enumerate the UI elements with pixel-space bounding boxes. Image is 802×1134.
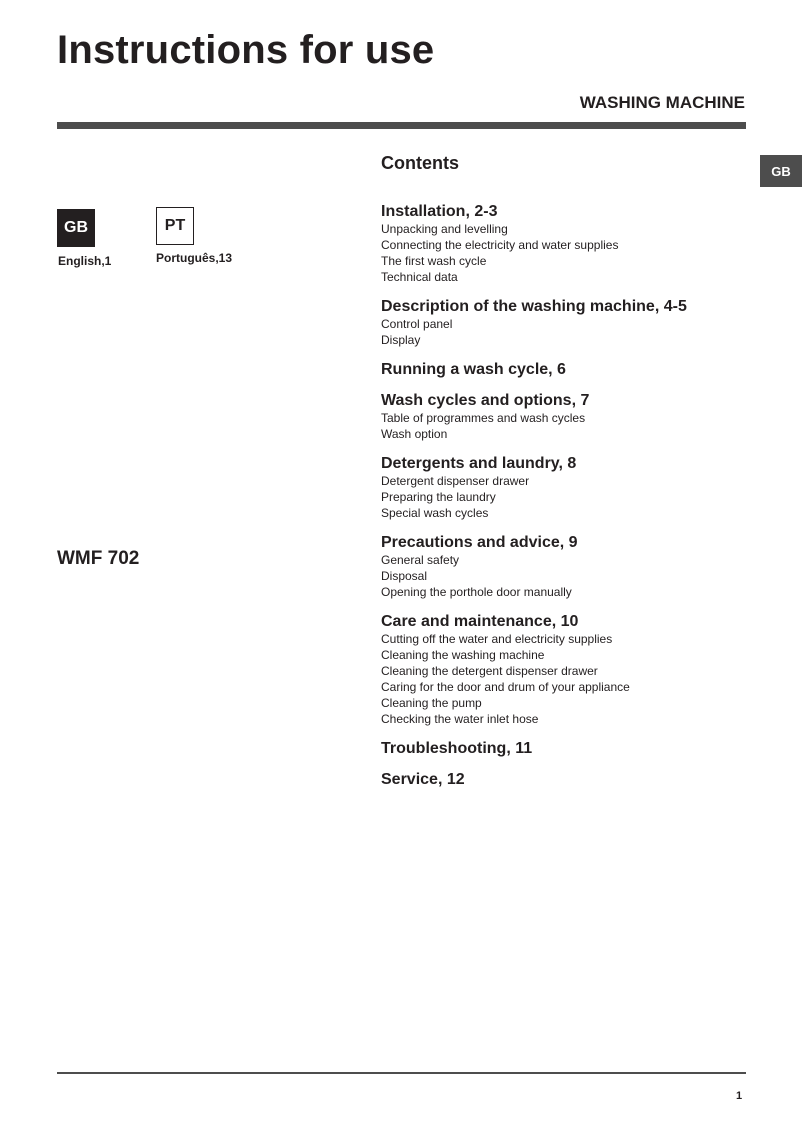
toc-item[interactable]: Technical data	[381, 270, 458, 284]
toc-item[interactable]: Detergent dispenser drawer	[381, 474, 530, 488]
toc-item[interactable]: Connecting the electricity and water supplies	[381, 238, 619, 252]
toc-item[interactable]: Control panel	[381, 317, 453, 331]
toc-heading[interactable]: Care and maintenance, 10	[381, 613, 579, 630]
language-side-tab: GB	[760, 155, 802, 187]
toc-item[interactable]: The first wash cycle	[381, 254, 487, 268]
toc-item[interactable]: Caring for the door and drum of your appliance	[381, 680, 630, 694]
toc-item[interactable]: Cleaning the washing machine	[381, 648, 545, 662]
language-label: Português,13	[156, 251, 233, 265]
page-number: 1	[736, 1090, 743, 1102]
toc-item[interactable]: Preparing the laundry	[381, 490, 496, 504]
language-option-pt[interactable]	[156, 207, 232, 265]
toc-item[interactable]: Cutting off the water and electricity supplies	[381, 632, 613, 646]
toc-item[interactable]: Checking the water inlet hose	[381, 712, 539, 726]
language-option-gb[interactable]	[57, 209, 111, 268]
gb-flag-badge: GB	[57, 209, 95, 247]
toc-section-wash-cycles	[381, 392, 751, 442]
toc-heading[interactable]: Wash cycles and options, 7	[381, 392, 590, 409]
language-label: English,1	[58, 254, 112, 268]
document-subtitle: WASHING MACHINE	[579, 93, 745, 112]
toc-item[interactable]: General safety	[381, 553, 460, 567]
header-divider	[57, 122, 746, 129]
toc-item[interactable]: Unpacking and levelling	[381, 222, 508, 236]
toc-section-service	[381, 771, 751, 789]
toc-item[interactable]: Opening the porthole door manually	[381, 585, 572, 599]
toc-heading[interactable]: Installation, 2-3	[381, 203, 498, 220]
toc-heading[interactable]: Running a wash cycle, 6	[381, 361, 566, 378]
toc-item[interactable]: Cleaning the pump	[381, 696, 482, 710]
toc-section-running	[381, 361, 751, 379]
toc-heading[interactable]: Troubleshooting, 11	[381, 740, 533, 757]
toc-section-precautions	[381, 534, 751, 600]
toc-heading[interactable]: Description of the washing machine, 4-5	[381, 298, 687, 315]
toc-heading[interactable]: Precautions and advice, 9	[381, 534, 578, 551]
toc-heading[interactable]: Service, 12	[381, 771, 465, 788]
toc-section-description	[381, 298, 751, 348]
document-title: Instructions for use	[57, 28, 435, 72]
toc-item[interactable]: Cleaning the detergent dispenser drawer	[381, 664, 598, 678]
toc-section-installation	[381, 203, 751, 285]
toc-section-detergents	[381, 455, 751, 521]
contents-title: Contents	[381, 153, 459, 173]
toc-section-troubleshooting	[381, 740, 751, 758]
table-of-contents	[381, 203, 751, 802]
toc-item[interactable]: Wash option	[381, 427, 448, 441]
pt-flag-badge: PT	[156, 207, 194, 245]
toc-item[interactable]: Disposal	[381, 569, 428, 583]
model-number: WMF 702	[57, 548, 140, 569]
footer-divider	[57, 1072, 746, 1074]
toc-item[interactable]: Display	[381, 333, 421, 347]
toc-item[interactable]: Table of programmes and wash cycles	[381, 411, 586, 425]
toc-heading[interactable]: Detergents and laundry, 8	[381, 455, 577, 472]
toc-item[interactable]: Special wash cycles	[381, 506, 489, 520]
toc-section-care	[381, 613, 751, 727]
